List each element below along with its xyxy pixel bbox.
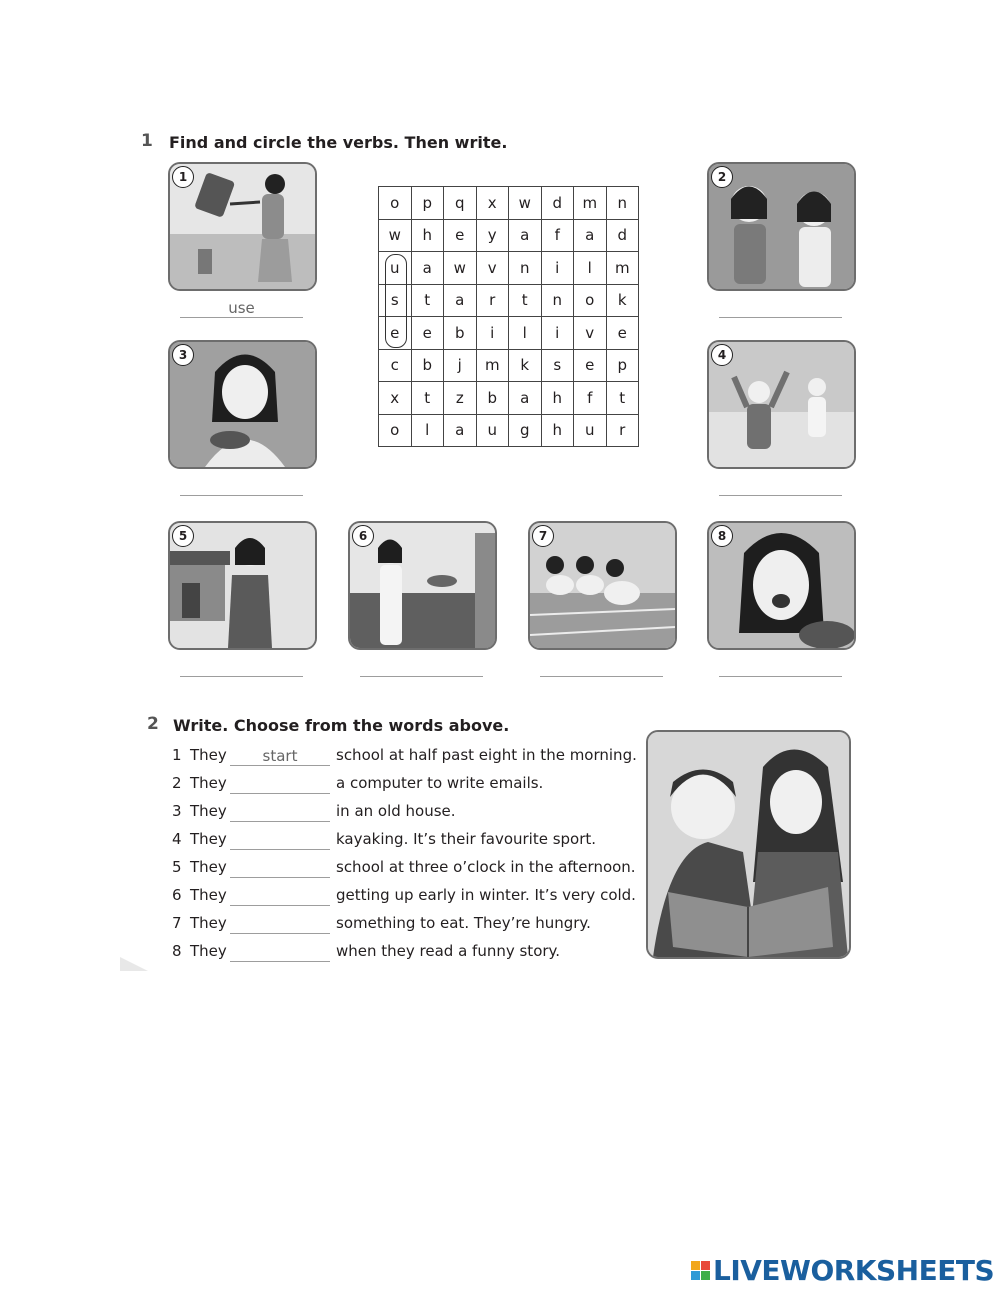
grid-cell[interactable]: t bbox=[606, 382, 639, 415]
answer-blank[interactable] bbox=[230, 775, 330, 794]
grid-row bbox=[379, 349, 639, 382]
sentence-subject: They bbox=[190, 886, 227, 904]
answer-blank[interactable] bbox=[230, 887, 330, 906]
logo-block-icon bbox=[691, 1271, 700, 1280]
answer-blank[interactable] bbox=[230, 831, 330, 850]
picture-1-hammer bbox=[168, 162, 317, 291]
answer-line-2[interactable] bbox=[719, 299, 842, 318]
grid-cell[interactable]: q bbox=[444, 187, 477, 220]
sentence-number: 5 bbox=[172, 858, 182, 876]
picture-reading-book bbox=[646, 730, 851, 959]
sentence-text: a computer to write emails. bbox=[336, 774, 544, 792]
grid-cell[interactable]: i bbox=[541, 252, 574, 285]
sentence-subject: They bbox=[190, 858, 227, 876]
grid-cell[interactable]: f bbox=[541, 219, 574, 252]
logo-block-icon bbox=[701, 1261, 710, 1270]
sentence-5 bbox=[172, 856, 636, 878]
grid-cell[interactable]: s bbox=[541, 349, 574, 382]
grid-cell[interactable]: k bbox=[509, 349, 542, 382]
answer-blank[interactable] bbox=[230, 859, 330, 878]
grid-cell[interactable]: l bbox=[574, 252, 607, 285]
grid-cell[interactable]: m bbox=[606, 252, 639, 285]
sentence-text: when they read a funny story. bbox=[336, 942, 561, 960]
grid-row bbox=[379, 219, 639, 252]
grid-cell[interactable]: m bbox=[574, 187, 607, 220]
grid-cell[interactable]: z bbox=[444, 382, 477, 415]
grid-cell[interactable]: e bbox=[606, 317, 639, 350]
sentence-number: 7 bbox=[172, 914, 182, 932]
exercise-1-title: Find and circle the verbs. Then write. bbox=[169, 133, 508, 152]
grid-cell[interactable]: w bbox=[444, 252, 477, 285]
logo-block-icon bbox=[701, 1271, 710, 1280]
sentence-1 bbox=[172, 744, 637, 766]
exercise-2-title: Write. Choose from the words above. bbox=[173, 716, 510, 735]
grid-cell[interactable]: g bbox=[509, 414, 542, 447]
picture-5-house bbox=[168, 521, 317, 650]
grid-cell[interactable]: d bbox=[541, 187, 574, 220]
sentence-8 bbox=[172, 940, 560, 962]
grid-cell[interactable]: i bbox=[541, 317, 574, 350]
picture-number: 3 bbox=[172, 344, 194, 366]
sentence-number: 2 bbox=[172, 774, 182, 792]
grid-cell[interactable]: t bbox=[509, 284, 542, 317]
grid-cell[interactable]: f bbox=[574, 382, 607, 415]
grid-cell[interactable]: o bbox=[574, 284, 607, 317]
grid-cell[interactable]: e bbox=[411, 317, 444, 350]
sentence-number: 3 bbox=[172, 802, 182, 820]
grid-cell[interactable]: a bbox=[509, 382, 542, 415]
logo-text: LIVEWORKSHEETS bbox=[713, 1253, 995, 1287]
picture-3-eating bbox=[168, 340, 317, 469]
answer-line-4[interactable] bbox=[719, 477, 842, 496]
answer-line-5[interactable] bbox=[180, 658, 303, 677]
grid-cell[interactable]: u bbox=[476, 414, 509, 447]
grid-cell[interactable]: e bbox=[444, 219, 477, 252]
grid-cell[interactable]: h bbox=[541, 382, 574, 415]
picture-2-dancing bbox=[707, 162, 856, 291]
grid-cell[interactable]: u bbox=[574, 414, 607, 447]
sentence-text: kayaking. It’s their favourite sport. bbox=[336, 830, 597, 848]
answer-line-6[interactable] bbox=[360, 658, 483, 677]
grid-cell[interactable]: p bbox=[606, 349, 639, 382]
picture-7-start-race bbox=[528, 521, 677, 650]
grid-cell[interactable]: o bbox=[379, 414, 412, 447]
grid-cell[interactable]: s bbox=[379, 284, 412, 317]
picture-number: 8 bbox=[711, 525, 733, 547]
grid-cell[interactable]: a bbox=[444, 284, 477, 317]
grid-cell[interactable]: c bbox=[379, 349, 412, 382]
grid-cell[interactable]: h bbox=[411, 219, 444, 252]
grid-cell[interactable]: a bbox=[574, 219, 607, 252]
sentence-subject: They bbox=[190, 914, 227, 932]
grid-cell[interactable]: i bbox=[476, 317, 509, 350]
answer-blank[interactable]: start bbox=[230, 747, 330, 766]
picture-8-disgusted bbox=[707, 521, 856, 650]
word-circle-use bbox=[385, 254, 407, 348]
sentence-text: in an old house. bbox=[336, 802, 456, 820]
grid-cell[interactable]: m bbox=[476, 349, 509, 382]
sentence-number: 8 bbox=[172, 942, 182, 960]
grid-cell[interactable]: a bbox=[509, 219, 542, 252]
grid-cell[interactable]: y bbox=[476, 219, 509, 252]
grid-cell[interactable]: l bbox=[411, 414, 444, 447]
grid-cell[interactable]: r bbox=[476, 284, 509, 317]
sentence-subject: They bbox=[190, 774, 227, 792]
grid-cell[interactable]: p bbox=[411, 187, 444, 220]
exercise-1-number: 1 bbox=[141, 131, 153, 151]
sentence-number: 6 bbox=[172, 886, 182, 904]
grid-row bbox=[379, 317, 639, 350]
picture-number: 6 bbox=[352, 525, 374, 547]
sentence-text: school at three o’clock in the afternoon. bbox=[336, 858, 636, 876]
grid-row bbox=[379, 414, 639, 447]
picture-number: 4 bbox=[711, 344, 733, 366]
answer-line-3[interactable] bbox=[180, 477, 303, 496]
word-search-grid bbox=[378, 186, 639, 447]
grid-cell[interactable]: n bbox=[541, 284, 574, 317]
grid-cell[interactable]: h bbox=[541, 414, 574, 447]
page-curl bbox=[120, 957, 148, 971]
grid-cell[interactable]: b bbox=[411, 349, 444, 382]
sentence-3 bbox=[172, 800, 456, 822]
answer-blank[interactable] bbox=[230, 915, 330, 934]
grid-cell[interactable]: j bbox=[444, 349, 477, 382]
grid-cell[interactable]: v bbox=[476, 252, 509, 285]
logo-blocks-icon bbox=[691, 1261, 710, 1280]
grid-cell[interactable]: v bbox=[574, 317, 607, 350]
grid-cell[interactable]: u bbox=[379, 252, 412, 285]
grid-cell[interactable]: t bbox=[411, 382, 444, 415]
grid-cell[interactable]: a bbox=[411, 252, 444, 285]
sentence-number: 1 bbox=[172, 746, 182, 764]
answer-line-7[interactable] bbox=[540, 658, 663, 677]
answer-line-1[interactable]: use bbox=[180, 299, 303, 318]
sentence-subject: They bbox=[190, 746, 227, 764]
grid-cell[interactable]: e bbox=[379, 317, 412, 350]
grid-cell[interactable]: a bbox=[444, 414, 477, 447]
grid-cell[interactable]: o bbox=[379, 187, 412, 220]
sentence-2 bbox=[172, 772, 543, 794]
grid-cell[interactable]: n bbox=[509, 252, 542, 285]
picture-number: 5 bbox=[172, 525, 194, 547]
sentence-text: school at half past eight in the morning. bbox=[336, 746, 637, 764]
picture-number: 1 bbox=[172, 166, 194, 188]
exercise-2-number: 2 bbox=[147, 714, 159, 734]
grid-cell[interactable]: b bbox=[444, 317, 477, 350]
answer-line-8[interactable] bbox=[719, 658, 842, 677]
sentence-4 bbox=[172, 828, 596, 850]
grid-cell[interactable]: w bbox=[379, 219, 412, 252]
grid-row bbox=[379, 252, 639, 285]
grid-cell[interactable]: r bbox=[606, 414, 639, 447]
grid-cell[interactable]: w bbox=[509, 187, 542, 220]
grid-cell[interactable]: k bbox=[606, 284, 639, 317]
grid-cell[interactable]: x bbox=[379, 382, 412, 415]
grid-row bbox=[379, 284, 639, 317]
sentence-subject: They bbox=[190, 802, 227, 820]
grid-cell[interactable]: t bbox=[411, 284, 444, 317]
grid-row bbox=[379, 382, 639, 415]
grid-cell[interactable]: b bbox=[476, 382, 509, 415]
sentence-subject: They bbox=[190, 942, 227, 960]
grid-cell[interactable]: x bbox=[476, 187, 509, 220]
grid-cell[interactable]: n bbox=[606, 187, 639, 220]
answer-blank[interactable] bbox=[230, 943, 330, 962]
picture-number: 2 bbox=[711, 166, 733, 188]
sentence-text: getting up early in winter. It’s very cold. bbox=[336, 886, 636, 904]
logo-block-icon bbox=[691, 1261, 700, 1270]
grid-cell[interactable]: l bbox=[509, 317, 542, 350]
picture-number: 7 bbox=[532, 525, 554, 547]
grid-row bbox=[379, 187, 639, 220]
grid-cell[interactable]: e bbox=[574, 349, 607, 382]
grid-cell[interactable]: d bbox=[606, 219, 639, 252]
answer-blank[interactable] bbox=[230, 803, 330, 822]
sentence-text: something to eat. They’re hungry. bbox=[336, 914, 591, 932]
liveworksheets-logo bbox=[691, 1255, 994, 1285]
sentence-number: 4 bbox=[172, 830, 182, 848]
sentence-6 bbox=[172, 884, 636, 906]
sentence-subject: They bbox=[190, 830, 227, 848]
picture-6-giving-food bbox=[348, 521, 497, 650]
picture-4-winning-race bbox=[707, 340, 856, 469]
sentence-7 bbox=[172, 912, 591, 934]
